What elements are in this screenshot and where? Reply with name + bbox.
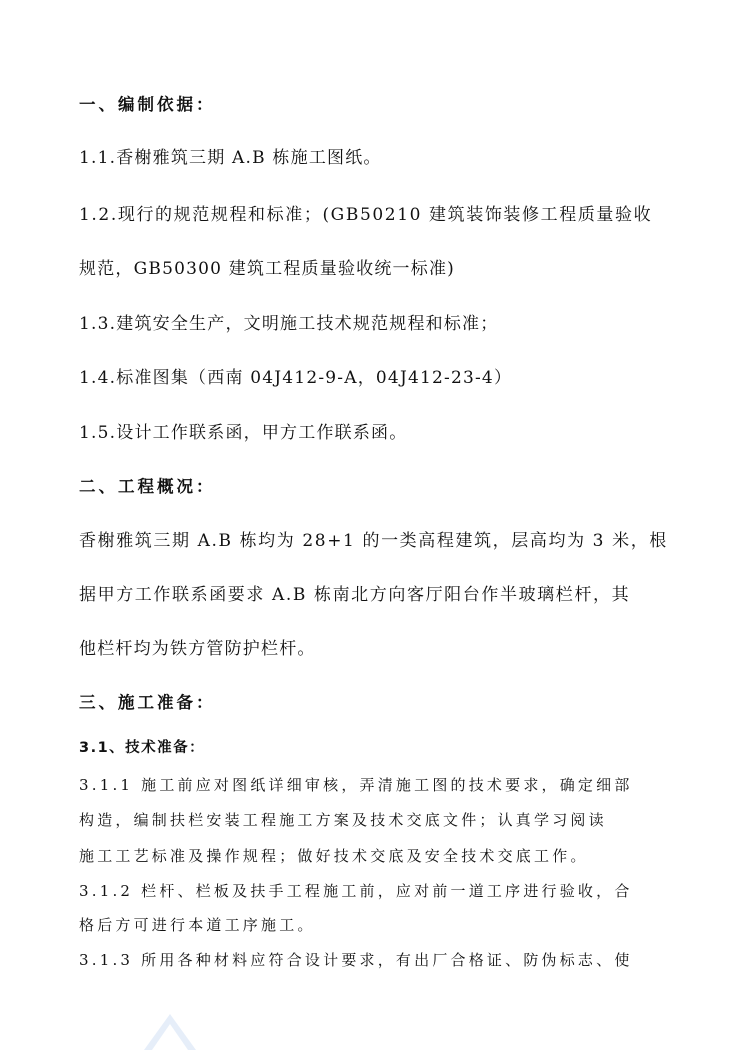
section-3-1-subheading: 3.1、技术准备： [79, 740, 206, 756]
section-1-heading: 一、编制依据： [79, 95, 216, 114]
overview-line-3: 他栏杆均为铁方管防护栏杆。 [79, 639, 316, 659]
overview-line-1: 香榭雅筑三期 A.B 栋均为 28+1 的一类高程建筑，层高均为 3 米，根 [79, 531, 668, 551]
section-2-heading: 二、工程概况： [79, 477, 216, 496]
basis-item-3: 1.3.建筑安全生产，文明施工技术规范规程和标准； [79, 314, 499, 334]
basis-item-2-cont: 规范，GB50300 建筑工程质量验收统一标准) [79, 259, 455, 279]
overview-line-2: 据甲方工作联系函要求 A.B 栋南北方向客厅阳台作半玻璃栏杆，其 [79, 585, 631, 605]
basis-item-5: 1.5.设计工作联系函，甲方工作联系函。 [79, 423, 408, 443]
section-3-heading: 三、施工准备： [79, 693, 216, 712]
prep-line-5: 格后方可进行本道工序施工。 [79, 916, 316, 934]
prep-line-3: 施工工艺标准及操作规程；做好技术交底及安全技术交底工作。 [79, 847, 589, 865]
basis-item-1: 1.1.香榭雅筑三期 A.B 栋施工图纸。 [79, 148, 382, 168]
basis-item-4: 1.4.标准图集（西南 04J412-9-A，04J412-23-4） [79, 368, 513, 388]
prep-line-1: 3.1.1 施工前应对图纸详细审核，弄清施工图的技术要求，确定细部 [79, 776, 633, 794]
basis-item-2: 1.2.现行的规范规程和标准；(GB50210 建筑装饰装修工程质量验收 [79, 205, 653, 225]
prep-line-4: 3.1.2 栏杆、栏板及扶手工程施工前，应对前一道工序进行验收，合 [79, 882, 633, 900]
prep-line-2: 构造，编制扶栏安装工程施工方案及技术交底文件；认真学习阅读 [79, 811, 607, 829]
watermark-logo-icon [140, 1012, 200, 1052]
prep-line-6: 3.1.3 所用各种材料应符合设计要求，有出厂合格证、防伪标志、使 [79, 951, 633, 969]
